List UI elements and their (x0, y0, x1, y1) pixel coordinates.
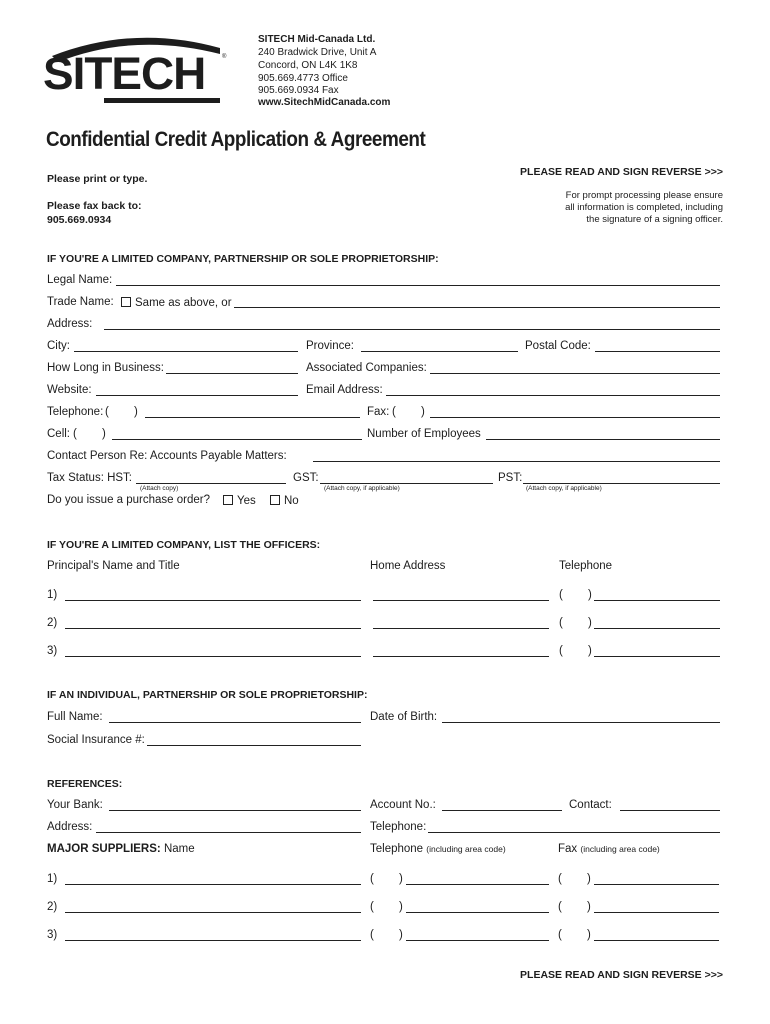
fax-label: Fax: (367, 406, 390, 418)
company-address1: 240 Bradwick Drive, Unit A (258, 47, 377, 58)
section-individual-heading: IF AN INDIVIDUAL, PARTNERSHIP OR SOLE PROPRIETORSHIP: (47, 689, 368, 701)
fax-back-number: 905.669.0934 (47, 214, 112, 226)
telephone-label: Telephone: (47, 406, 104, 418)
po-yes-option[interactable] (223, 495, 256, 508)
account-label: Account No.: (370, 799, 436, 811)
prompt-line-3: the signature of a signing officer. (586, 214, 723, 225)
province-field[interactable] (361, 351, 518, 352)
officer-paren-open: ( (559, 589, 563, 601)
officer-paren-close: ) (588, 617, 592, 629)
email-label: Email Address: (306, 384, 383, 396)
gst-field[interactable] (320, 483, 493, 484)
po-no-checkbox[interactable] (270, 495, 280, 505)
officer-address-field[interactable] (373, 656, 549, 657)
print-instruction: Please print or type. (47, 173, 148, 185)
trade-name-label: Trade Name: (47, 296, 114, 308)
email-field[interactable] (386, 395, 720, 396)
officer-paren-close: ) (588, 645, 592, 657)
bank-address-field[interactable] (96, 832, 361, 833)
supplier-fax-note: (including area code) (580, 844, 660, 854)
legal-name-label: Legal Name: (47, 274, 113, 286)
bank-contact-field[interactable] (620, 810, 720, 811)
officer-paren-open: ( (559, 617, 563, 629)
po-yes-checkbox[interactable] (223, 495, 233, 505)
supplier-tel-paren-open: ( (370, 929, 374, 941)
bank-label: Your Bank: (47, 799, 103, 811)
officer-phone-col: Telephone (559, 560, 613, 572)
website-label: Website: (47, 384, 92, 396)
supplier-name-field[interactable] (65, 940, 361, 941)
how-long-label: How Long in Business: (47, 362, 164, 374)
bank-telephone-label: Telephone: (370, 821, 427, 833)
supplier-telephone-note: (including area code) (426, 844, 506, 854)
supplier-telephone-label: Telephone (370, 843, 424, 855)
officer-phone-field[interactable] (594, 628, 720, 629)
supplier-fax-paren-open: ( (558, 901, 562, 913)
supplier-telephone-col (370, 844, 506, 856)
telephone-paren-close: ) (134, 406, 138, 418)
company-website: www.SitechMidCanada.com (258, 97, 391, 108)
fax-field[interactable] (430, 417, 720, 418)
website-field[interactable] (96, 395, 298, 396)
officer-name-field[interactable] (65, 656, 361, 657)
major-suppliers-heading: MAJOR SUPPLIERS: (47, 843, 161, 855)
supplier-tel-paren-close: ) (399, 901, 403, 913)
prompt-line-2: all information is completed, including (565, 202, 723, 213)
footer-read-sign: PLEASE READ AND SIGN REVERSE >>> (520, 969, 723, 981)
page-title: Confidential Credit Application & Agreement (46, 128, 426, 151)
address-field[interactable] (104, 329, 720, 330)
officer-name-col: Principal's Name and Title (47, 560, 180, 572)
po-no-label: No (284, 495, 299, 507)
supplier-fax-paren-close: ) (587, 873, 591, 885)
company-name: SITECH Mid-Canada Ltd. (258, 34, 376, 45)
fax-paren-open: ( (392, 406, 396, 418)
address-label: Address: (47, 318, 93, 330)
supplier-fax-paren-close: ) (587, 929, 591, 941)
full-name-label: Full Name: (47, 711, 103, 723)
employees-label: Number of Employees (367, 428, 481, 440)
supplier-fax-paren-close: ) (587, 901, 591, 913)
section-references-heading: REFERENCES: (47, 778, 123, 790)
bank-contact-label: Contact: (569, 799, 612, 811)
supplier-row-number: 1) (47, 873, 58, 885)
supplier-name-field[interactable] (65, 912, 361, 913)
supplier-name-col: Name (163, 843, 195, 855)
supplier-fax-field[interactable] (594, 884, 719, 885)
po-question: Do you issue a purchase order? (47, 494, 211, 506)
company-office: 905.669.4773 Office (258, 73, 348, 84)
fax-back-label: Please fax back to: (47, 200, 142, 212)
sin-label: Social Insurance #: (47, 734, 145, 746)
bank-field[interactable] (109, 810, 361, 811)
employees-field[interactable] (486, 439, 720, 440)
officer-row-number: 3) (47, 645, 58, 657)
supplier-row-number: 2) (47, 901, 58, 913)
associated-field[interactable] (430, 373, 720, 374)
officer-phone-field[interactable] (594, 600, 720, 601)
po-yes-label: Yes (237, 495, 256, 507)
cell-label: Cell: (47, 428, 71, 440)
gst-label: GST: (293, 472, 319, 484)
major-suppliers-label (47, 844, 195, 856)
supplier-row-number: 3) (47, 929, 58, 941)
supplier-tel-paren-open: ( (370, 901, 374, 913)
how-long-field[interactable] (166, 373, 298, 374)
supplier-telephone-field[interactable] (406, 884, 549, 885)
bank-telephone-field[interactable] (428, 832, 720, 833)
sin-field[interactable] (147, 745, 361, 746)
supplier-fax-field[interactable] (594, 940, 719, 941)
officer-row-number: 2) (47, 617, 58, 629)
bank-address-label: Address: (47, 821, 93, 833)
account-field[interactable] (442, 810, 562, 811)
officer-row-number: 1) (47, 589, 58, 601)
cell-paren-close: ) (102, 428, 106, 440)
officer-address-field[interactable] (373, 600, 549, 601)
supplier-tel-paren-close: ) (399, 873, 403, 885)
dob-field[interactable] (442, 722, 720, 723)
telephone-field[interactable] (145, 417, 360, 418)
logo-text: SITECH (43, 48, 206, 99)
supplier-fax-col (558, 844, 660, 856)
prompt-line-1: For prompt processing please ensure (565, 190, 723, 201)
same-as-above-checkbox[interactable] (121, 297, 131, 307)
telephone-paren-open: ( (105, 406, 109, 418)
company-address2: Concord, ON L4K 1K8 (258, 60, 358, 71)
postal-code-field[interactable] (595, 351, 720, 352)
supplier-fax-paren-open: ( (558, 873, 562, 885)
officer-address-field[interactable] (373, 628, 549, 629)
company-fax: 905.669.0934 Fax (258, 85, 339, 96)
hst-field[interactable] (136, 483, 286, 484)
contact-person-label: Contact Person Re: Accounts Payable Matters: (47, 450, 287, 462)
supplier-fax-label: Fax (558, 843, 578, 855)
trade-name-field[interactable] (234, 307, 720, 308)
supplier-telephone-field[interactable] (406, 940, 549, 941)
pst-field[interactable] (523, 483, 720, 484)
supplier-tel-paren-close: ) (399, 929, 403, 941)
contact-person-field[interactable] (313, 461, 720, 462)
officer-phone-field[interactable] (594, 656, 720, 657)
registered-icon: ® (222, 54, 227, 60)
associated-label: Associated Companies: (306, 362, 427, 374)
province-label: Province: (306, 340, 354, 352)
tax-status-label: Tax Status: HST: (47, 472, 133, 484)
city-field[interactable] (74, 351, 298, 352)
po-no-option[interactable] (270, 495, 299, 508)
supplier-name-field[interactable] (65, 884, 361, 885)
pst-note: (Attach copy, if applicable) (526, 485, 602, 492)
section-officers-heading: IF YOU'RE A LIMITED COMPANY, LIST THE OFFICERS: (47, 539, 321, 551)
postal-code-label: Postal Code: (525, 340, 591, 352)
dob-label: Date of Birth: (370, 711, 438, 723)
read-sign-notice: PLEASE READ AND SIGN REVERSE >>> (520, 166, 723, 178)
supplier-tel-paren-open: ( (370, 873, 374, 885)
officer-paren-close: ) (588, 589, 592, 601)
city-label: City: (47, 340, 70, 352)
gst-note: (Attach copy, if applicable) (324, 485, 400, 492)
cell-paren-open: ( (73, 428, 77, 440)
same-as-above-option[interactable] (121, 297, 232, 310)
section-company-heading: IF YOU'RE A LIMITED COMPANY, PARTNERSHIP OR SOLE PROPRIETORSHIP: (47, 253, 439, 265)
fax-paren-close: ) (421, 406, 425, 418)
cell-field[interactable] (112, 439, 362, 440)
supplier-fax-field[interactable] (594, 912, 719, 913)
same-as-above-label: Same as above, or (135, 297, 232, 309)
hst-note: (Attach copy) (140, 485, 179, 492)
full-name-field[interactable] (109, 722, 361, 723)
supplier-fax-paren-open: ( (558, 929, 562, 941)
officer-paren-open: ( (559, 645, 563, 657)
legal-name-field[interactable] (116, 285, 720, 286)
officer-address-col: Home Address (370, 560, 446, 572)
officer-name-field[interactable] (65, 628, 361, 629)
officer-name-field[interactable] (65, 600, 361, 601)
supplier-telephone-field[interactable] (406, 912, 549, 913)
pst-label: PST: (498, 472, 523, 484)
